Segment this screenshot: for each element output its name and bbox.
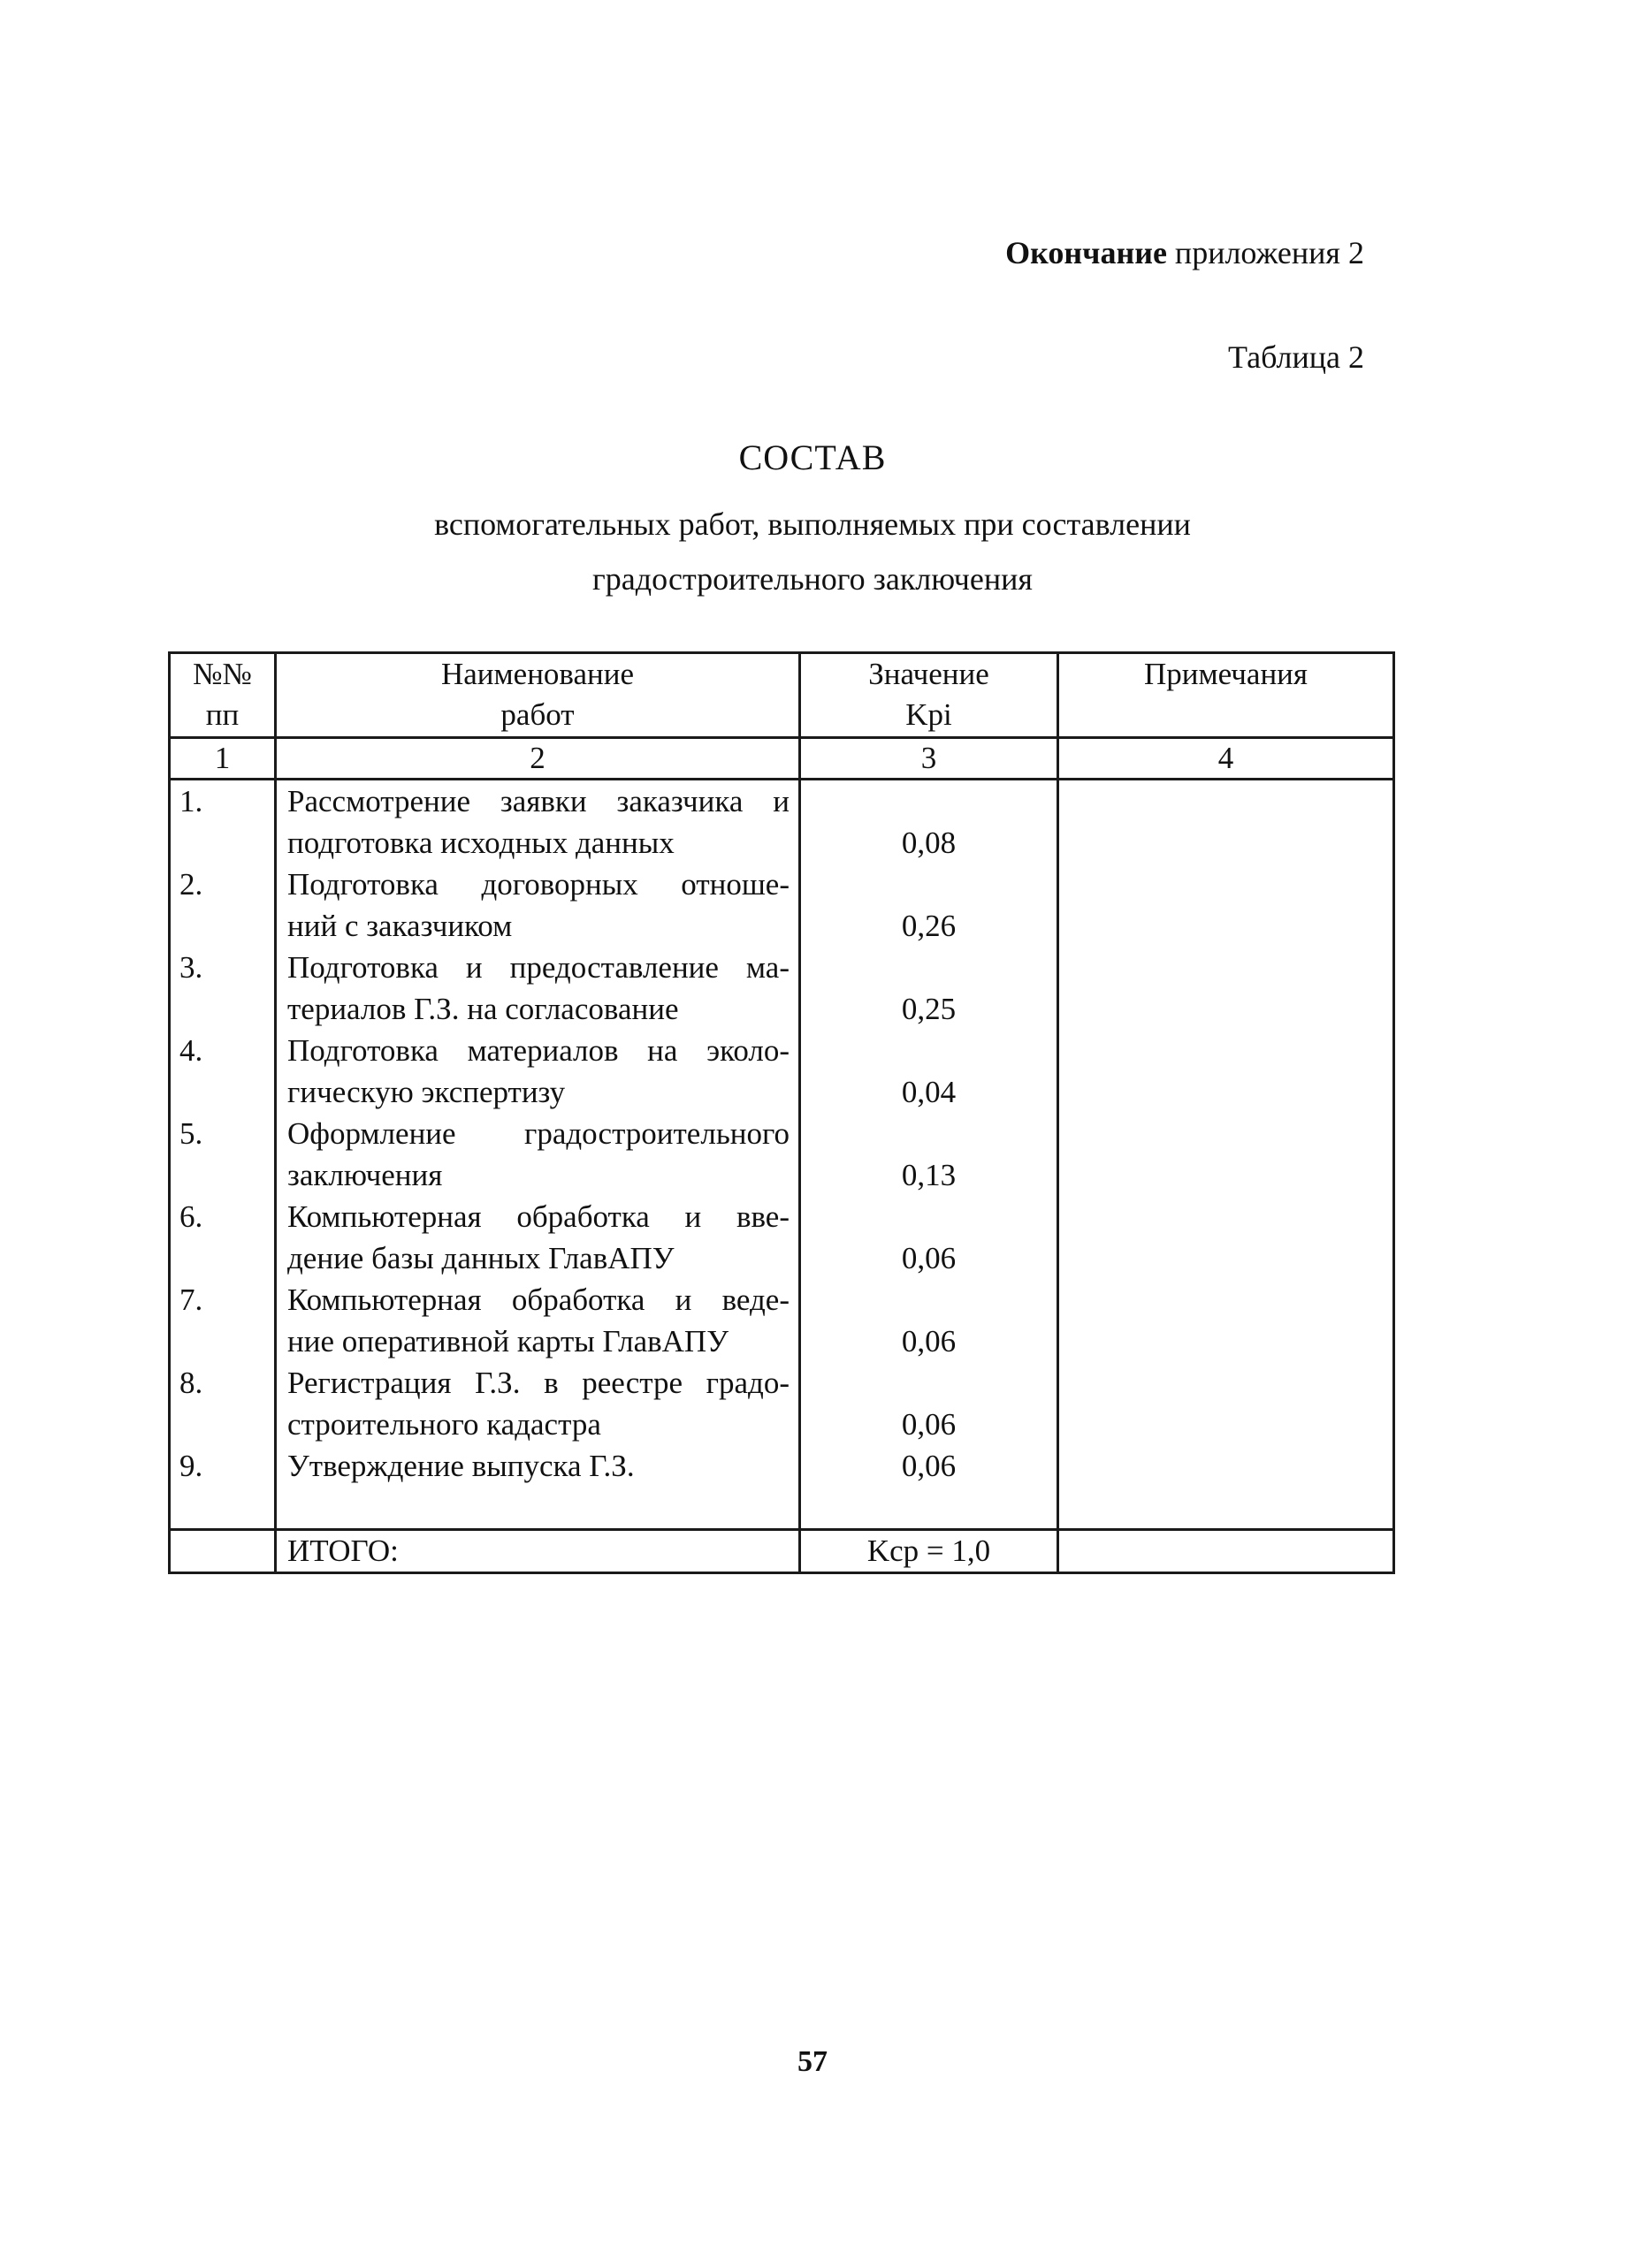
value-cell <box>801 1279 1057 1362</box>
header-name <box>276 653 800 738</box>
work-name-line: гическую экспертизу <box>287 1075 566 1109</box>
header-value <box>800 653 1058 738</box>
work-value: 0,06 <box>901 1324 957 1359</box>
work-name-line: подготовка исходных данных <box>287 826 675 860</box>
value-cell <box>801 1113 1057 1196</box>
row-number: 7. <box>179 1282 203 1317</box>
work-name-line: териалов Г.З. на согласование <box>287 992 679 1026</box>
header-number-line-1: №№ <box>193 657 252 691</box>
work-value: 0,26 <box>901 909 957 943</box>
header-name-line-1: Наименование <box>440 657 635 691</box>
work-value: 0,25 <box>901 992 957 1026</box>
total-row <box>170 1530 1394 1573</box>
work-name <box>277 1279 798 1362</box>
column-index-row <box>170 738 1394 780</box>
column-index: 4 <box>1058 738 1394 780</box>
value-cell <box>801 1196 1057 1279</box>
work-name-line: заключения <box>287 1158 443 1192</box>
value-cell <box>801 1362 1057 1445</box>
row-number: 6. <box>179 1199 203 1234</box>
values-cell <box>800 780 1058 1530</box>
header-value-line-1: Значение <box>868 657 989 691</box>
row-number: 9. <box>179 1449 203 1483</box>
subtitle-line-1: вспомогательных работ, выполняемых при составлении <box>434 506 1191 542</box>
row-number: 2. <box>179 867 203 902</box>
value-cell <box>801 1030 1057 1113</box>
total-label: ИТОГО: <box>276 1530 800 1573</box>
column-index: 2 <box>276 738 800 780</box>
column-index: 1 <box>170 738 276 780</box>
work-value: 0,06 <box>901 1449 957 1483</box>
header-name-line-2: работ <box>500 697 575 732</box>
row-numbers-cell <box>170 780 276 1530</box>
row-number: 5. <box>179 1116 203 1151</box>
header-value-line-2: Kpi <box>905 697 952 732</box>
appendix-reference-rest: приложения 2 <box>1174 235 1364 270</box>
page-number: 57 <box>797 2045 828 2078</box>
work-name-line: Подготовка договорных отноше- <box>287 867 790 902</box>
header-notes-text: Примечания <box>1143 657 1308 691</box>
work-name-line: Подготовка и предоставление ма- <box>287 950 790 985</box>
work-name-line: Регистрация Г.З. в реестре градо- <box>287 1366 790 1400</box>
total-number-cell <box>170 1530 276 1573</box>
value-cell <box>801 864 1057 947</box>
total-value: Kcp = 1,0 <box>800 1530 1058 1573</box>
work-value: 0,04 <box>901 1075 957 1109</box>
work-name <box>277 864 798 947</box>
table-label: Таблица 2 <box>1228 339 1364 375</box>
work-name-line: строительного кадастра <box>287 1407 601 1442</box>
document-subtitle <box>0 497 1625 606</box>
works-table <box>168 651 1395 1574</box>
work-name <box>277 1445 798 1528</box>
value-cell <box>801 947 1057 1030</box>
header-number <box>170 653 276 738</box>
header-number-line-2: пп <box>205 697 240 732</box>
work-value: 0,08 <box>901 826 957 860</box>
appendix-reference <box>1005 237 1364 269</box>
work-name-line: Оформление градостроительного <box>287 1116 790 1151</box>
work-value: 0,06 <box>901 1241 957 1275</box>
table-header-row <box>170 653 1394 738</box>
header-notes <box>1058 653 1394 738</box>
work-value: 0,06 <box>901 1407 957 1442</box>
work-name-line: Компьютерная обработка и вве- <box>287 1199 790 1234</box>
notes-cell <box>1058 780 1394 1530</box>
row-number: 3. <box>179 950 203 985</box>
work-name <box>277 780 798 864</box>
column-index: 3 <box>800 738 1058 780</box>
work-name <box>277 1030 798 1113</box>
work-name-line: ние оперативной карты ГлавАПУ <box>287 1324 729 1359</box>
row-number: 4. <box>179 1033 203 1068</box>
row-number: 8. <box>179 1366 203 1400</box>
value-cell <box>801 780 1057 864</box>
value-cell <box>801 1445 1057 1528</box>
work-value: 0,13 <box>901 1158 957 1192</box>
work-name-line: Компьютерная обработка и веде- <box>287 1282 790 1317</box>
row-number: 1. <box>179 784 203 818</box>
work-name-line: ний с заказчиком <box>287 909 513 943</box>
work-name <box>277 947 798 1030</box>
table-body-row <box>170 780 1394 1530</box>
total-notes-cell <box>1058 1530 1394 1573</box>
work-name <box>277 1196 798 1279</box>
document-title: СОСТАВ <box>738 438 887 477</box>
work-name <box>277 1113 798 1196</box>
work-name <box>277 1362 798 1445</box>
work-names-cell <box>276 780 800 1530</box>
work-name-line: дение базы данных ГлавАПУ <box>287 1241 675 1275</box>
work-name-line: Рассмотрение заявки заказчика и <box>287 784 790 818</box>
appendix-reference-bold: Окончание <box>1005 235 1167 270</box>
work-name-line: Подготовка материалов на эколо- <box>287 1033 790 1068</box>
subtitle-line-2: градостроительного заключения <box>592 561 1033 597</box>
work-name-line: Утверждение выпуска Г.З. <box>287 1449 635 1483</box>
